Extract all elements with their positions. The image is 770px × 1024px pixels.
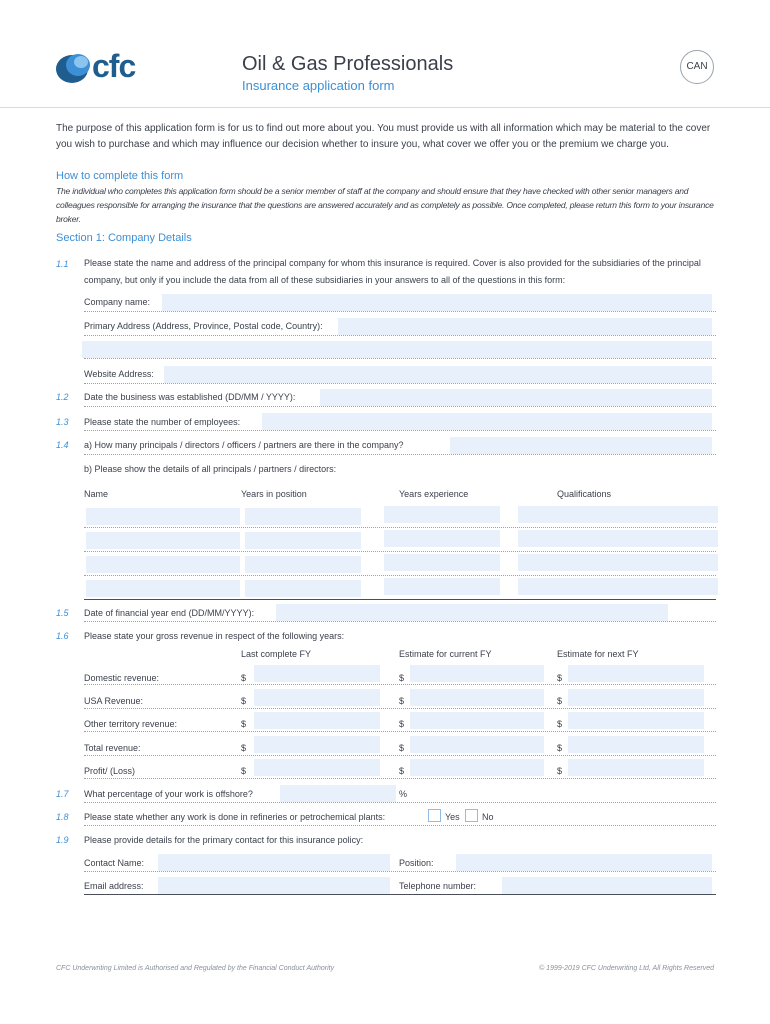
position-input[interactable] bbox=[456, 854, 712, 871]
principal-row bbox=[84, 506, 716, 528]
q1-8-number: 1.8 bbox=[56, 812, 69, 822]
principals-count-row bbox=[84, 437, 716, 455]
company-name-label: Company name: bbox=[84, 297, 151, 307]
q1-7-number: 1.7 bbox=[56, 789, 69, 799]
refineries-yes-label: Yes bbox=[445, 812, 460, 822]
currency-symbol: $ bbox=[241, 719, 247, 729]
established-label: Date the business was established (DD/MM / YYYY): bbox=[84, 392, 296, 402]
revenue-row-usa bbox=[84, 688, 716, 709]
q1-1-text: Please state the name and address of the principal company for whom this insurance is required. Cover is also provided for the subsidiaries of the principal company, but only if you include the data from all of these subsidiaries in your answers to all of the questions in this form: bbox=[84, 258, 701, 285]
refineries-row bbox=[84, 808, 716, 826]
q1-9-number: 1.9 bbox=[56, 835, 69, 845]
principal-years-experience-input[interactable] bbox=[384, 530, 500, 547]
primary-address-row bbox=[84, 318, 716, 336]
currency-symbol: $ bbox=[241, 696, 247, 706]
primary-address-row-2 bbox=[84, 341, 716, 359]
company-name-input[interactable] bbox=[162, 294, 712, 311]
telephone-label: Telephone number: bbox=[399, 881, 477, 891]
how-to-text: The individual who completes this application form should be a senior member of staff at the company and should ensure that they have checked with other senior managers and colleagues responsible for arranging the insurance that the questions are answered accurately and as completely as possible. Once completed, please return this form to your insurance broker. bbox=[56, 186, 714, 224]
q1-5-number: 1.5 bbox=[56, 608, 69, 618]
established-input[interactable] bbox=[320, 389, 712, 406]
principal-qualifications-input[interactable] bbox=[518, 506, 718, 523]
revenue-row-total bbox=[84, 735, 716, 756]
region-badge bbox=[680, 50, 714, 84]
principal-years-position-input[interactable] bbox=[245, 580, 361, 597]
percent-symbol: % bbox=[399, 789, 408, 799]
currency-symbol: $ bbox=[557, 743, 563, 753]
how-to-heading: How to complete this form bbox=[56, 170, 184, 182]
primary-address-input-2[interactable] bbox=[82, 341, 712, 358]
revenue-row-domestic bbox=[84, 664, 716, 685]
contact-label: Please provide details for the primary contact for this insurance policy: bbox=[84, 835, 364, 845]
currency-symbol: $ bbox=[399, 766, 405, 776]
contact-row-2 bbox=[84, 877, 716, 895]
col-name: Name bbox=[84, 489, 109, 499]
q1-4-number: 1.4 bbox=[56, 440, 69, 450]
contact-row-1 bbox=[84, 854, 716, 872]
employees-input[interactable] bbox=[262, 413, 712, 430]
principal-row bbox=[84, 578, 716, 600]
principal-years-position-input[interactable] bbox=[245, 532, 361, 549]
employees-label: Please state the number of employees: bbox=[84, 417, 241, 427]
revenue-row-label: Domestic revenue: bbox=[84, 673, 160, 683]
revenue-row-label: Total revenue: bbox=[84, 743, 141, 753]
principal-qualifications-input[interactable] bbox=[518, 554, 718, 571]
revenue-row-profit bbox=[84, 758, 716, 779]
revenue-next-fy-input[interactable] bbox=[568, 736, 704, 753]
principal-name-input[interactable] bbox=[86, 508, 240, 525]
revenue-last-fy-input[interactable] bbox=[254, 712, 380, 729]
fy-end-input[interactable] bbox=[276, 604, 668, 621]
principal-qualifications-input[interactable] bbox=[518, 578, 718, 595]
cfc-logo-mark-icon bbox=[54, 50, 96, 86]
currency-symbol: $ bbox=[399, 696, 405, 706]
revenue-current-fy-input[interactable] bbox=[410, 759, 544, 776]
q1-2-number: 1.2 bbox=[56, 392, 69, 402]
principal-row bbox=[84, 554, 716, 576]
principals-count-label: a) How many principals / directors / officers / partners are there in the company? bbox=[84, 440, 404, 450]
revenue-last-fy-input[interactable] bbox=[254, 665, 380, 682]
company-name-row bbox=[84, 294, 716, 312]
telephone-input[interactable] bbox=[502, 877, 712, 894]
q1-3-number: 1.3 bbox=[56, 417, 69, 427]
col-current-fy: Estimate for current FY bbox=[399, 649, 492, 659]
revenue-current-fy-input[interactable] bbox=[410, 712, 544, 729]
principal-qualifications-input[interactable] bbox=[518, 530, 718, 547]
established-row bbox=[84, 389, 716, 407]
footer-copyright: © 1999-2019 CFC Underwriting Ltd, All Rights Reserved bbox=[539, 965, 714, 972]
header bbox=[0, 0, 770, 108]
col-qualifications: Qualifications bbox=[557, 489, 612, 499]
website-input[interactable] bbox=[164, 366, 712, 383]
principals-count-input[interactable] bbox=[450, 437, 712, 454]
intro-text: The purpose of this application form is for us to find out more about you. You must provide us with all information which may be material to the cover you wish to purchase and which may influence our decision whether to insure you, what cover we offer you or the premium we charge you. bbox=[56, 123, 711, 150]
currency-symbol: $ bbox=[399, 719, 405, 729]
principal-years-experience-input[interactable] bbox=[384, 506, 500, 523]
principal-name-input[interactable] bbox=[86, 532, 240, 549]
currency-symbol: $ bbox=[241, 766, 247, 776]
fy-end-row bbox=[84, 604, 716, 622]
revenue-last-fy-input[interactable] bbox=[254, 736, 380, 753]
revenue-next-fy-input[interactable] bbox=[568, 665, 704, 682]
footer-regulatory: CFC Underwriting Limited is Authorised and Regulated by the Financial Conduct Authority bbox=[56, 965, 335, 972]
contact-name-label: Contact Name: bbox=[84, 858, 145, 868]
revenue-next-fy-input[interactable] bbox=[568, 689, 704, 706]
revenue-label: Please state your gross revenue in respect of the following years: bbox=[84, 631, 345, 641]
region-badge-label: CAN bbox=[686, 61, 708, 72]
revenue-next-fy-input[interactable] bbox=[568, 759, 704, 776]
email-label: Email address: bbox=[84, 881, 144, 891]
currency-symbol: $ bbox=[557, 673, 563, 683]
currency-symbol: $ bbox=[399, 743, 405, 753]
revenue-row-label: USA Revenue: bbox=[84, 696, 144, 706]
offshore-row bbox=[84, 785, 716, 803]
contact-name-input[interactable] bbox=[158, 854, 390, 871]
principal-row bbox=[84, 530, 716, 552]
principals-details-label: b) Please show the details of all principals / partners / directors: bbox=[84, 464, 337, 474]
revenue-next-fy-input[interactable] bbox=[568, 712, 704, 729]
form-subtitle: Insurance application form bbox=[242, 78, 395, 93]
offshore-input[interactable] bbox=[280, 785, 396, 802]
primary-address-input[interactable] bbox=[338, 318, 712, 335]
refineries-no-label: No bbox=[482, 812, 494, 822]
col-next-fy: Estimate for next FY bbox=[557, 649, 639, 659]
email-input[interactable] bbox=[158, 877, 390, 894]
fy-end-label: Date of financial year end (DD/MM/YYYY): bbox=[84, 608, 255, 618]
currency-symbol: $ bbox=[557, 719, 563, 729]
refineries-no-checkbox[interactable] bbox=[465, 809, 478, 822]
revenue-current-fy-input[interactable] bbox=[410, 665, 544, 682]
form-title: Oil & Gas Professionals bbox=[242, 53, 454, 75]
q1-1-number: 1.1 bbox=[56, 259, 69, 269]
revenue-last-fy-input[interactable] bbox=[254, 689, 380, 706]
q1-6-number: 1.6 bbox=[56, 631, 69, 641]
principal-name-input[interactable] bbox=[86, 556, 240, 573]
currency-symbol: $ bbox=[399, 673, 405, 683]
revenue-last-fy-input[interactable] bbox=[254, 759, 380, 776]
revenue-row-other bbox=[84, 711, 716, 732]
principal-years-position-input[interactable] bbox=[245, 556, 361, 573]
principal-name-input[interactable] bbox=[86, 580, 240, 597]
currency-symbol: $ bbox=[241, 743, 247, 753]
principal-years-experience-input[interactable] bbox=[384, 554, 500, 571]
employees-row bbox=[84, 413, 716, 431]
revenue-row-label: Other territory revenue: bbox=[84, 719, 178, 729]
section1-heading: Section 1: Company Details bbox=[56, 232, 192, 244]
website-row bbox=[84, 366, 716, 384]
principal-years-position-input[interactable] bbox=[245, 508, 361, 525]
principal-years-experience-input[interactable] bbox=[384, 578, 500, 595]
logo-text: cfc bbox=[92, 48, 136, 84]
currency-symbol: $ bbox=[241, 673, 247, 683]
currency-symbol: $ bbox=[557, 766, 563, 776]
primary-address-label: Primary Address (Address, Province, Postal code, Country): bbox=[84, 321, 323, 331]
col-last-fy: Last complete FY bbox=[241, 649, 312, 659]
col-years-experience: Years experience bbox=[399, 489, 469, 499]
offshore-label: What percentage of your work is offshore? bbox=[84, 789, 253, 799]
refineries-label: Please state whether any work is done in refineries or petrochemical plants: bbox=[84, 812, 386, 822]
refineries-yes-checkbox[interactable] bbox=[428, 809, 441, 822]
position-label: Position: bbox=[399, 858, 434, 868]
currency-symbol: $ bbox=[557, 696, 563, 706]
revenue-row-label: Profit/ (Loss) bbox=[84, 766, 136, 776]
revenue-current-fy-input[interactable] bbox=[410, 736, 544, 753]
col-years-position: Years in position bbox=[241, 489, 307, 499]
cfc-logo bbox=[54, 48, 136, 91]
website-label: Website Address: bbox=[84, 369, 154, 379]
revenue-current-fy-input[interactable] bbox=[410, 689, 544, 706]
